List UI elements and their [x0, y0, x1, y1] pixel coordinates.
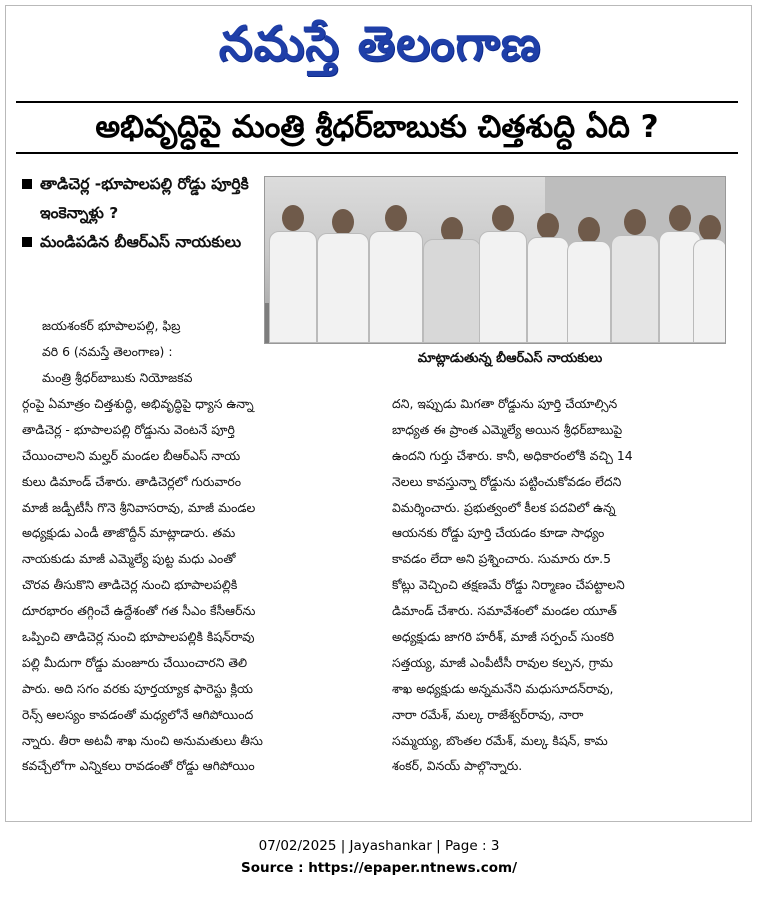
article-line: మంత్రి శ్రీధర్‌బాబుకు నియోజకవ — [42, 369, 193, 385]
headline-bottom-rule — [16, 152, 738, 154]
subheadline-text: మండిపడిన బీఆర్‌ఎస్ నాయకులు — [40, 233, 242, 251]
photo-person — [317, 195, 369, 343]
article-line: కవచ్చేలోగా ఎన్నికలు రావడంతో రోడ్డు ఆగిపోయిం — [22, 758, 255, 774]
subheadline-list — [22, 170, 258, 257]
article-line: కావడం లేదా అని ప్రశ్నించారు. సుమారు రూ.5 — [392, 551, 611, 567]
subheadline-item — [22, 170, 258, 228]
photo-caption: మాట్లాడుతున్న బీఆర్‌ఎస్ నాయకులు — [417, 351, 603, 366]
article-line: అధ్యక్షుడు ఎండీ తాజొద్దీన్ మాట్లాడారు. తమ — [22, 525, 236, 541]
photo-person — [269, 193, 317, 343]
article-line: న్నారు. తీరా అటవీ శాఖ నుంచి అనుమతులు తీసు — [22, 732, 263, 748]
photo-person — [369, 193, 423, 343]
bullet-square-icon — [22, 237, 32, 247]
article-line: వరి 6 (నమస్తే తెలంగాణ) : — [42, 343, 173, 359]
article-line: బాధ్యత ఈ ప్రాంత ఎమ్మెల్యే అయిన శ్రీధర్‌బాబుపై — [392, 421, 623, 437]
article-line: కోట్లు వెచ్చించి తక్షణమే రోడ్డు నిర్మాణం చేపట్టాలని — [392, 577, 625, 593]
photo-person — [611, 197, 659, 343]
photo-person — [527, 201, 569, 343]
article-column-intro — [42, 313, 258, 391]
article-line: పల్లి మీదుగా రోడ్డు మంజూరు చేయించారని తెలి — [22, 654, 248, 670]
headline-top-rule — [16, 101, 738, 103]
subheadline-item — [22, 228, 258, 257]
article-line: దూరభారం తగ్గించే ఉద్దేశంతో గత సీఎం కేసీఆర్‌ను — [22, 603, 256, 619]
article-line: రెన్స్ ఆలస్యం కావడంతో మధ్యలోనే ఆగిపోయింద — [22, 706, 254, 722]
masthead-logo: నమస్తే తెలంగాణ — [218, 16, 542, 72]
article-line: విమర్శించారు. ప్రభుత్వంలో కీలక పదవిలో ఉన్న — [392, 499, 616, 515]
article-line: ర్గంపై ఏమాత్రం చిత్తశుద్ధి, అభివృద్ధిపై ధ్యాస ఉన్నా — [22, 396, 254, 411]
article-line: చేయించాలని మల్హర్ మండల బీఆర్‌ఎస్ నాయ — [22, 447, 241, 463]
article-column-right — [392, 391, 732, 779]
photo-person — [567, 205, 611, 343]
photo-person — [423, 203, 481, 343]
article-line: ఆయనకు రోడ్డు పూర్తి చేయడం కూడా సాధ్యం — [392, 525, 605, 541]
article-line: తాడిచెర్ల - భూపాలపల్లి రోడ్డును వెంటనే పూర్తి — [22, 421, 235, 437]
news-photo — [264, 176, 726, 344]
article-line: ఒప్పించి తాడిచెర్ల నుంచి భూపాలపల్లికి కిషన్‌రావు — [22, 629, 255, 645]
article-line: చొరవ తీసుకొని తాడిచెర్ల నుంచి భూపాలపల్లికి — [22, 577, 238, 593]
article-line: నెలలు కావస్తున్నా రోడ్డును పట్టించుకోవడం లేదని — [392, 473, 622, 489]
footer-source-link[interactable]: Source : https://epaper.ntnews.com/ — [240, 860, 518, 876]
article-line: పారు. అది సగం వరకు పూర్తయ్యాక ఫారెస్టు క్లియ — [22, 680, 253, 696]
article-line: ఉందని గుర్తు చేశారు. కానీ, అధికారంలోకి వచ్చి 14 — [392, 447, 633, 463]
headline: అభివృద్ధిపై మంత్రి శ్రీధర్‌బాబుకు చిత్తశుద్ధి ఏది ? — [95, 109, 659, 145]
footer-date-edition: 07/02/2025 | Jayashankar | Page : 3 — [258, 838, 500, 854]
article-line: కులు డిమాండ్ చేశారు. తాడిచెర్లలో గురువారం — [22, 473, 242, 489]
article-line: శాఖ అధ్యక్షుడు అన్నమనేని మధుసూదన్‌రావు, — [392, 680, 614, 696]
article-line: సమ్మయ్య, బొంతల రమేశ్, మల్క కిషన్, కామ — [392, 732, 608, 748]
photo-person — [479, 193, 527, 343]
subheadline-text: తాడిచెర్ల -భూపాలపల్లి రోడ్డు పూర్తికి ఇంకెన్నాళ్లు ? — [40, 175, 249, 222]
photo-person — [693, 203, 726, 343]
article-line: జయశంకర్ భూపాలపల్లి, ఫిబ్ర — [42, 318, 181, 333]
article-line: సత్తయ్య, మాజీ ఎంపీటీసీ రావుల కల్పన, గ్రామ — [392, 654, 613, 670]
article-line: అధ్యక్షుడు జాగరి హరీశ్, మాజీ సర్పంచ్ సుంకరి — [392, 629, 615, 645]
article-line: శంకర్, వినయ్ పాల్గొన్నారు. — [392, 758, 523, 774]
article-line: నారా రమేశ్, మల్క రాజేశ్వర్‌రావు, నారా — [392, 706, 584, 722]
bullet-square-icon — [22, 179, 32, 189]
article-line: డిమాండ్ చేశారు. సమావేశంలో మండల యూత్ — [392, 603, 617, 619]
article-line: మాజీ జడ్పీటీసీ గొనె శ్రీనివాసరావు, మాజీ మండల — [22, 499, 256, 515]
article-line: నాయకుడు మాజీ ఎమ్మెల్యే పుట్ట మధు ఎంతో — [22, 551, 236, 567]
article-line: దని, ఇప్పుడు మిగతా రోడ్డును పూర్తి చేయాల్సిన — [392, 396, 618, 411]
article-column-left — [22, 391, 376, 779]
